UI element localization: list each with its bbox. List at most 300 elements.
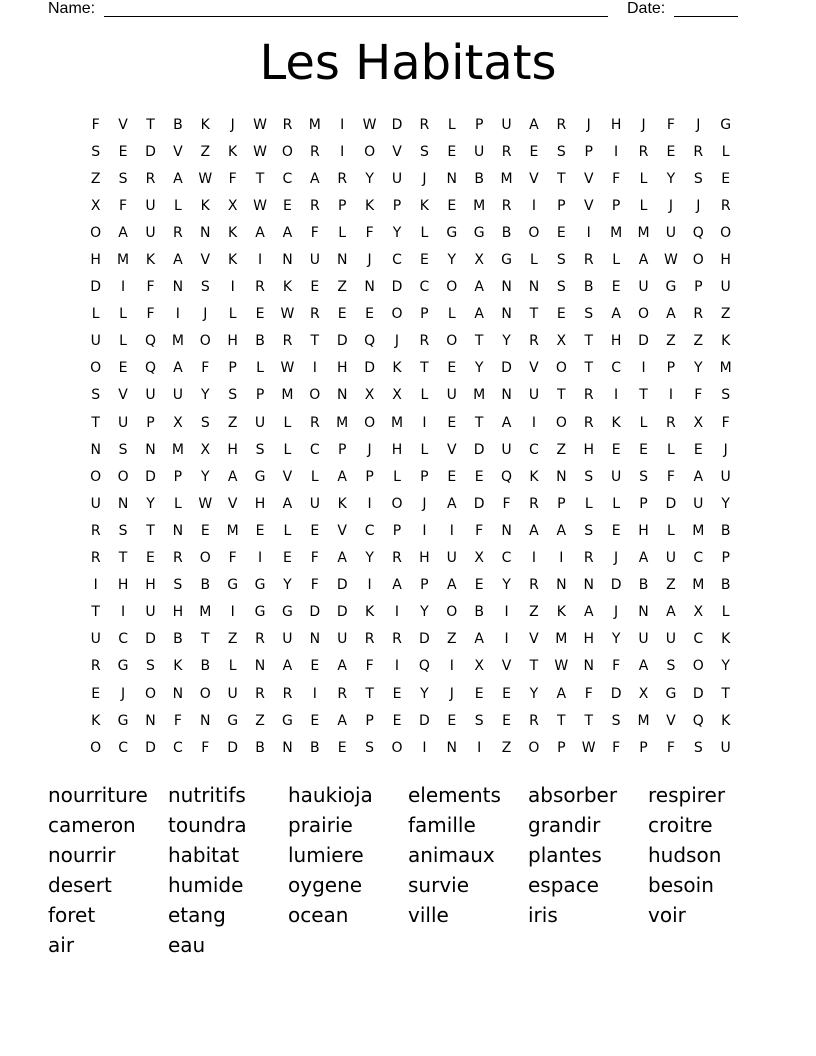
- grid-letter[interactable]: I: [477, 739, 482, 756]
- grid-letter[interactable]: U: [227, 685, 238, 702]
- grid-letter[interactable]: T: [365, 685, 374, 702]
- grid-letter[interactable]: K: [365, 604, 375, 621]
- grid-letter[interactable]: M: [390, 414, 404, 431]
- grid-letter[interactable]: N: [282, 252, 293, 269]
- grid-letter[interactable]: D: [145, 631, 156, 648]
- grid-letter[interactable]: B: [474, 604, 484, 621]
- grid-letter[interactable]: L: [338, 224, 347, 241]
- grid-letter[interactable]: U: [610, 468, 622, 485]
- grid-letter[interactable]: R: [282, 116, 293, 133]
- grid-letter[interactable]: A: [282, 495, 293, 512]
- grid-letter[interactable]: F: [612, 658, 621, 675]
- grid-letter[interactable]: Y: [420, 604, 429, 621]
- grid-letter[interactable]: O: [446, 604, 458, 621]
- grid-letter[interactable]: R: [419, 333, 430, 350]
- grid-letter[interactable]: J: [422, 495, 427, 512]
- grid-letter[interactable]: L: [584, 495, 593, 512]
- grid-letter[interactable]: B: [255, 739, 265, 756]
- grid-letter[interactable]: B: [310, 739, 320, 756]
- grid-letter[interactable]: S: [91, 387, 101, 404]
- grid-letter[interactable]: B: [255, 333, 265, 350]
- grid-letter[interactable]: C: [693, 550, 704, 567]
- grid-letter[interactable]: B: [200, 577, 211, 594]
- grid-letter[interactable]: Y: [529, 685, 539, 702]
- grid-letter[interactable]: H: [610, 116, 622, 133]
- grid-letter[interactable]: C: [693, 631, 704, 648]
- grid-letter[interactable]: E: [365, 306, 375, 323]
- grid-letter[interactable]: D: [309, 604, 321, 621]
- grid-letter[interactable]: R: [529, 495, 539, 512]
- grid-letter[interactable]: F: [310, 224, 319, 241]
- grid-letter[interactable]: R: [583, 252, 594, 269]
- grid-letter[interactable]: V: [337, 522, 347, 539]
- grid-letter[interactable]: I: [449, 522, 454, 539]
- grid-letter[interactable]: A: [666, 604, 676, 621]
- grid-letter[interactable]: O: [391, 306, 403, 323]
- grid-letter[interactable]: U: [501, 116, 512, 133]
- grid-letter[interactable]: J: [641, 116, 646, 133]
- grid-letter[interactable]: R: [173, 224, 183, 241]
- grid-letter[interactable]: F: [310, 550, 319, 567]
- grid-letter[interactable]: J: [367, 441, 372, 458]
- grid-letter[interactable]: K: [529, 468, 539, 485]
- grid-letter[interactable]: M: [281, 387, 294, 404]
- grid-letter[interactable]: F: [146, 279, 155, 296]
- grid-letter[interactable]: P: [666, 360, 676, 377]
- grid-letter[interactable]: L: [228, 306, 237, 323]
- grid-letter[interactable]: L: [173, 495, 182, 512]
- grid-letter[interactable]: E: [721, 170, 731, 187]
- grid-letter[interactable]: J: [723, 441, 728, 458]
- grid-letter[interactable]: W: [581, 739, 596, 756]
- grid-letter[interactable]: J: [230, 116, 235, 133]
- grid-letter[interactable]: U: [528, 387, 540, 404]
- grid-letter[interactable]: W: [198, 170, 213, 187]
- grid-letter[interactable]: Y: [502, 333, 511, 350]
- grid-letter[interactable]: A: [666, 306, 676, 323]
- grid-letter[interactable]: K: [556, 604, 566, 621]
- grid-letter[interactable]: A: [556, 522, 567, 539]
- grid-letter[interactable]: A: [337, 550, 347, 567]
- grid-letter[interactable]: B: [501, 224, 512, 241]
- grid-letter[interactable]: R: [419, 116, 430, 133]
- grid-letter[interactable]: C: [172, 739, 183, 756]
- grid-letter[interactable]: T: [721, 685, 730, 702]
- grid-letter[interactable]: U: [309, 495, 320, 512]
- grid-letter[interactable]: Q: [364, 333, 376, 350]
- grid-letter[interactable]: M: [692, 522, 705, 539]
- grid-letter[interactable]: M: [555, 631, 568, 648]
- grid-letter[interactable]: E: [666, 143, 676, 160]
- grid-letter[interactable]: I: [230, 604, 235, 621]
- grid-letter[interactable]: O: [446, 333, 458, 350]
- grid-letter[interactable]: R: [638, 143, 649, 160]
- grid-letter[interactable]: M: [117, 252, 130, 269]
- grid-letter[interactable]: K: [173, 658, 183, 675]
- grid-letter[interactable]: A: [337, 712, 347, 729]
- grid-letter[interactable]: F: [502, 495, 511, 512]
- grid-letter[interactable]: R: [337, 170, 348, 187]
- grid-letter[interactable]: G: [282, 604, 293, 621]
- grid-letter[interactable]: J: [203, 306, 208, 323]
- grid-letter[interactable]: D: [364, 360, 375, 377]
- grid-letter[interactable]: E: [419, 252, 429, 269]
- grid-letter[interactable]: P: [557, 739, 566, 756]
- grid-letter[interactable]: A: [611, 306, 621, 323]
- grid-letter[interactable]: U: [145, 387, 156, 404]
- grid-letter[interactable]: D: [418, 631, 430, 648]
- grid-letter[interactable]: L: [612, 252, 621, 269]
- grid-letter[interactable]: J: [696, 197, 701, 214]
- grid-letter[interactable]: J: [449, 685, 454, 702]
- grid-letter[interactable]: U: [665, 224, 677, 241]
- grid-letter[interactable]: F: [666, 739, 675, 756]
- grid-letter[interactable]: E: [255, 522, 265, 539]
- grid-letter[interactable]: G: [227, 577, 239, 594]
- grid-letter[interactable]: E: [474, 577, 484, 594]
- grid-letter[interactable]: R: [693, 306, 704, 323]
- grid-letter[interactable]: U: [282, 631, 293, 648]
- grid-letter[interactable]: O: [446, 279, 458, 296]
- grid-letter[interactable]: F: [201, 739, 210, 756]
- grid-letter[interactable]: E: [146, 550, 155, 567]
- grid-letter[interactable]: U: [337, 631, 348, 648]
- grid-letter[interactable]: O: [555, 414, 567, 431]
- grid-letter[interactable]: G: [227, 712, 239, 729]
- grid-letter[interactable]: H: [583, 441, 594, 458]
- grid-letter[interactable]: E: [447, 468, 457, 485]
- grid-letter[interactable]: W: [280, 360, 295, 377]
- grid-letter[interactable]: W: [253, 116, 267, 133]
- grid-letter[interactable]: M: [171, 333, 184, 350]
- grid-letter[interactable]: V: [583, 197, 594, 214]
- grid-letter[interactable]: T: [557, 170, 566, 187]
- grid-letter[interactable]: J: [668, 197, 673, 214]
- grid-letter[interactable]: S: [146, 658, 155, 675]
- grid-letter[interactable]: R: [173, 550, 183, 567]
- grid-letter[interactable]: F: [666, 468, 675, 485]
- grid-letter[interactable]: A: [638, 658, 649, 675]
- grid-letter[interactable]: L: [666, 522, 675, 539]
- grid-letter[interactable]: X: [474, 658, 484, 675]
- grid-letter[interactable]: B: [173, 631, 183, 648]
- grid-letter[interactable]: R: [309, 414, 320, 431]
- grid-letter[interactable]: G: [117, 712, 129, 729]
- grid-letter[interactable]: X: [227, 197, 238, 214]
- grid-letter[interactable]: P: [337, 197, 347, 214]
- grid-letter[interactable]: S: [556, 143, 566, 160]
- grid-letter[interactable]: B: [720, 522, 731, 539]
- grid-letter[interactable]: F: [666, 116, 675, 133]
- grid-letter[interactable]: R: [282, 685, 293, 702]
- grid-letter[interactable]: A: [638, 550, 649, 567]
- grid-letter[interactable]: Z: [720, 306, 731, 323]
- grid-letter[interactable]: A: [392, 577, 402, 594]
- grid-letter[interactable]: Y: [365, 550, 374, 567]
- grid-letter[interactable]: U: [391, 170, 403, 187]
- grid-letter[interactable]: Y: [200, 468, 210, 485]
- grid-letter[interactable]: I: [531, 414, 537, 431]
- grid-letter[interactable]: P: [639, 739, 648, 756]
- grid-letter[interactable]: G: [254, 468, 266, 485]
- grid-letter[interactable]: A: [583, 604, 594, 621]
- grid-letter[interactable]: S: [118, 441, 128, 458]
- grid-letter[interactable]: Z: [666, 333, 676, 350]
- grid-letter[interactable]: H: [391, 441, 403, 458]
- grid-letter[interactable]: L: [420, 387, 429, 404]
- grid-letter[interactable]: V: [118, 116, 128, 133]
- grid-letter[interactable]: N: [528, 279, 540, 296]
- grid-letter[interactable]: U: [145, 604, 156, 621]
- grid-letter[interactable]: H: [227, 333, 238, 350]
- grid-letter[interactable]: E: [556, 306, 566, 323]
- grid-letter[interactable]: S: [611, 712, 621, 729]
- grid-letter[interactable]: Y: [474, 360, 484, 377]
- grid-letter[interactable]: F: [119, 197, 128, 214]
- grid-letter[interactable]: G: [446, 224, 458, 241]
- grid-letter[interactable]: T: [529, 306, 539, 323]
- grid-letter[interactable]: X: [693, 604, 704, 621]
- grid-letter[interactable]: L: [91, 306, 100, 323]
- grid-letter[interactable]: T: [146, 522, 155, 539]
- grid-letter[interactable]: Z: [501, 739, 512, 756]
- grid-letter[interactable]: F: [201, 360, 210, 377]
- grid-letter[interactable]: S: [474, 712, 484, 729]
- grid-letter[interactable]: D: [145, 468, 156, 485]
- grid-letter[interactable]: T: [91, 604, 100, 621]
- grid-letter[interactable]: P: [639, 495, 648, 512]
- grid-letter[interactable]: J: [586, 116, 591, 133]
- grid-letter[interactable]: X: [173, 414, 183, 431]
- grid-letter[interactable]: E: [693, 441, 703, 458]
- grid-letter[interactable]: U: [720, 468, 731, 485]
- grid-letter[interactable]: B: [200, 658, 211, 675]
- grid-letter[interactable]: F: [475, 522, 484, 539]
- grid-letter[interactable]: N: [172, 279, 184, 296]
- grid-letter[interactable]: K: [282, 279, 293, 296]
- grid-letter[interactable]: F: [721, 414, 730, 431]
- grid-letter[interactable]: E: [447, 712, 457, 729]
- grid-letter[interactable]: X: [200, 441, 211, 458]
- grid-letter[interactable]: O: [199, 685, 211, 702]
- grid-letter[interactable]: I: [531, 197, 537, 214]
- grid-letter[interactable]: D: [692, 685, 704, 702]
- grid-letter[interactable]: R: [529, 577, 539, 594]
- grid-letter[interactable]: N: [145, 712, 156, 729]
- grid-letter[interactable]: S: [584, 468, 594, 485]
- grid-letter[interactable]: C: [364, 522, 375, 539]
- grid-letter[interactable]: V: [392, 143, 402, 160]
- grid-letter[interactable]: R: [364, 631, 375, 648]
- grid-letter[interactable]: N: [90, 441, 101, 458]
- grid-letter[interactable]: L: [420, 224, 429, 241]
- grid-letter[interactable]: K: [228, 143, 238, 160]
- grid-letter[interactable]: K: [228, 252, 238, 269]
- grid-letter[interactable]: N: [556, 468, 567, 485]
- grid-letter[interactable]: T: [200, 631, 210, 648]
- grid-letter[interactable]: K: [611, 414, 621, 431]
- grid-letter[interactable]: D: [227, 739, 239, 756]
- grid-letter[interactable]: A: [529, 116, 539, 133]
- grid-letter[interactable]: R: [309, 143, 320, 160]
- grid-letter[interactable]: F: [694, 387, 703, 404]
- grid-letter[interactable]: J: [614, 550, 619, 567]
- grid-letter[interactable]: U: [172, 387, 183, 404]
- grid-letter[interactable]: Y: [200, 387, 210, 404]
- grid-letter[interactable]: N: [583, 577, 594, 594]
- grid-letter[interactable]: A: [474, 306, 484, 323]
- grid-letter[interactable]: M: [500, 170, 513, 187]
- grid-letter[interactable]: A: [501, 414, 512, 431]
- grid-letter[interactable]: P: [557, 197, 566, 214]
- grid-letter[interactable]: X: [638, 685, 649, 702]
- grid-letter[interactable]: N: [117, 495, 129, 512]
- grid-letter[interactable]: I: [614, 143, 619, 160]
- grid-letter[interactable]: S: [584, 306, 594, 323]
- grid-letter[interactable]: P: [392, 197, 402, 214]
- grid-letter[interactable]: I: [449, 658, 454, 675]
- grid-letter[interactable]: O: [528, 224, 540, 241]
- grid-letter[interactable]: A: [255, 224, 265, 241]
- grid-letter[interactable]: Q: [144, 360, 156, 377]
- grid-letter[interactable]: O: [281, 143, 293, 160]
- grid-letter[interactable]: D: [665, 495, 677, 512]
- grid-letter[interactable]: O: [692, 658, 704, 675]
- grid-letter[interactable]: A: [310, 170, 320, 187]
- grid-letter[interactable]: R: [145, 170, 156, 187]
- grid-letter[interactable]: L: [119, 306, 127, 323]
- grid-letter[interactable]: O: [692, 252, 704, 269]
- grid-letter[interactable]: K: [721, 333, 731, 350]
- grid-letter[interactable]: U: [446, 387, 457, 404]
- grid-letter[interactable]: I: [340, 116, 345, 133]
- grid-letter[interactable]: J: [367, 252, 372, 269]
- grid-letter[interactable]: R: [693, 143, 704, 160]
- grid-letter[interactable]: U: [720, 739, 731, 756]
- grid-letter[interactable]: E: [200, 522, 210, 539]
- grid-letter[interactable]: K: [365, 197, 375, 214]
- grid-letter[interactable]: S: [584, 522, 594, 539]
- grid-letter[interactable]: M: [610, 224, 623, 241]
- grid-letter[interactable]: A: [638, 252, 649, 269]
- grid-letter[interactable]: U: [474, 143, 485, 160]
- grid-letter[interactable]: E: [310, 658, 320, 675]
- grid-letter[interactable]: E: [255, 306, 265, 323]
- grid-letter[interactable]: O: [199, 333, 211, 350]
- grid-letter[interactable]: Q: [418, 658, 430, 675]
- grid-letter[interactable]: G: [665, 685, 677, 702]
- grid-letter[interactable]: S: [255, 441, 265, 458]
- grid-letter[interactable]: A: [282, 658, 293, 675]
- grid-letter[interactable]: T: [146, 116, 155, 133]
- grid-letter[interactable]: E: [283, 197, 292, 214]
- grid-letter[interactable]: L: [228, 658, 237, 675]
- grid-letter[interactable]: U: [446, 550, 457, 567]
- grid-letter[interactable]: D: [90, 279, 102, 296]
- grid-letter[interactable]: N: [556, 577, 567, 594]
- grid-letter[interactable]: Q: [501, 468, 513, 485]
- grid-letter[interactable]: E: [310, 522, 320, 539]
- grid-letter[interactable]: F: [173, 712, 182, 729]
- grid-letter[interactable]: U: [638, 631, 649, 648]
- grid-letter[interactable]: E: [447, 143, 457, 160]
- grid-letter[interactable]: J: [614, 604, 619, 621]
- grid-letter[interactable]: R: [392, 550, 402, 567]
- grid-letter[interactable]: P: [146, 414, 155, 431]
- grid-letter[interactable]: D: [145, 739, 156, 756]
- grid-letter[interactable]: P: [365, 468, 374, 485]
- grid-letter[interactable]: I: [422, 739, 427, 756]
- grid-letter[interactable]: W: [362, 116, 377, 133]
- grid-letter[interactable]: L: [173, 197, 182, 214]
- grid-letter[interactable]: G: [473, 224, 485, 241]
- grid-letter[interactable]: R: [337, 685, 348, 702]
- grid-letter[interactable]: V: [529, 631, 539, 648]
- grid-letter[interactable]: L: [639, 170, 648, 187]
- grid-letter[interactable]: O: [309, 387, 321, 404]
- grid-letter[interactable]: A: [446, 577, 457, 594]
- grid-letter[interactable]: U: [501, 441, 512, 458]
- grid-letter[interactable]: X: [556, 333, 567, 350]
- grid-letter[interactable]: G: [501, 252, 512, 269]
- grid-letter[interactable]: E: [474, 685, 484, 702]
- grid-letter[interactable]: R: [583, 387, 594, 404]
- grid-letter[interactable]: I: [367, 495, 372, 512]
- grid-letter[interactable]: L: [666, 441, 675, 458]
- grid-letter[interactable]: E: [392, 712, 402, 729]
- grid-letter[interactable]: H: [227, 441, 238, 458]
- grid-letter[interactable]: I: [614, 387, 619, 404]
- grid-letter[interactable]: H: [90, 252, 101, 269]
- grid-letter[interactable]: I: [257, 252, 263, 269]
- grid-letter[interactable]: L: [283, 414, 292, 431]
- grid-letter[interactable]: K: [392, 360, 402, 377]
- grid-letter[interactable]: O: [144, 685, 156, 702]
- grid-letter[interactable]: B: [474, 170, 484, 187]
- grid-letter[interactable]: M: [637, 712, 650, 729]
- grid-letter[interactable]: J: [394, 333, 400, 350]
- grid-letter[interactable]: D: [638, 333, 649, 350]
- grid-letter[interactable]: L: [639, 414, 648, 431]
- grid-letter[interactable]: A: [282, 224, 293, 241]
- grid-letter[interactable]: U: [665, 631, 677, 648]
- grid-letter[interactable]: C: [118, 631, 128, 648]
- grid-letter[interactable]: M: [473, 387, 486, 404]
- grid-letter[interactable]: E: [118, 143, 128, 160]
- grid-letter[interactable]: B: [720, 577, 731, 594]
- grid-letter[interactable]: X: [693, 414, 704, 431]
- grid-letter[interactable]: R: [583, 550, 594, 567]
- grid-letter[interactable]: A: [474, 279, 484, 296]
- grid-letter[interactable]: N: [172, 685, 184, 702]
- grid-letter[interactable]: C: [392, 252, 402, 269]
- grid-letter[interactable]: V: [446, 441, 457, 458]
- grid-letter[interactable]: K: [145, 252, 156, 269]
- grid-letter[interactable]: A: [337, 468, 347, 485]
- grid-letter[interactable]: Y: [447, 252, 457, 269]
- grid-letter[interactable]: K: [721, 712, 731, 729]
- grid-letter[interactable]: T: [255, 170, 265, 187]
- grid-letter[interactable]: F: [365, 224, 374, 241]
- grid-letter[interactable]: M: [473, 197, 486, 214]
- grid-letter[interactable]: Z: [529, 604, 539, 621]
- grid-letter[interactable]: V: [173, 143, 183, 160]
- grid-letter[interactable]: N: [364, 279, 375, 296]
- grid-letter[interactable]: D: [336, 604, 348, 621]
- grid-letter[interactable]: C: [118, 739, 128, 756]
- grid-letter[interactable]: W: [280, 306, 295, 323]
- grid-letter[interactable]: E: [556, 224, 566, 241]
